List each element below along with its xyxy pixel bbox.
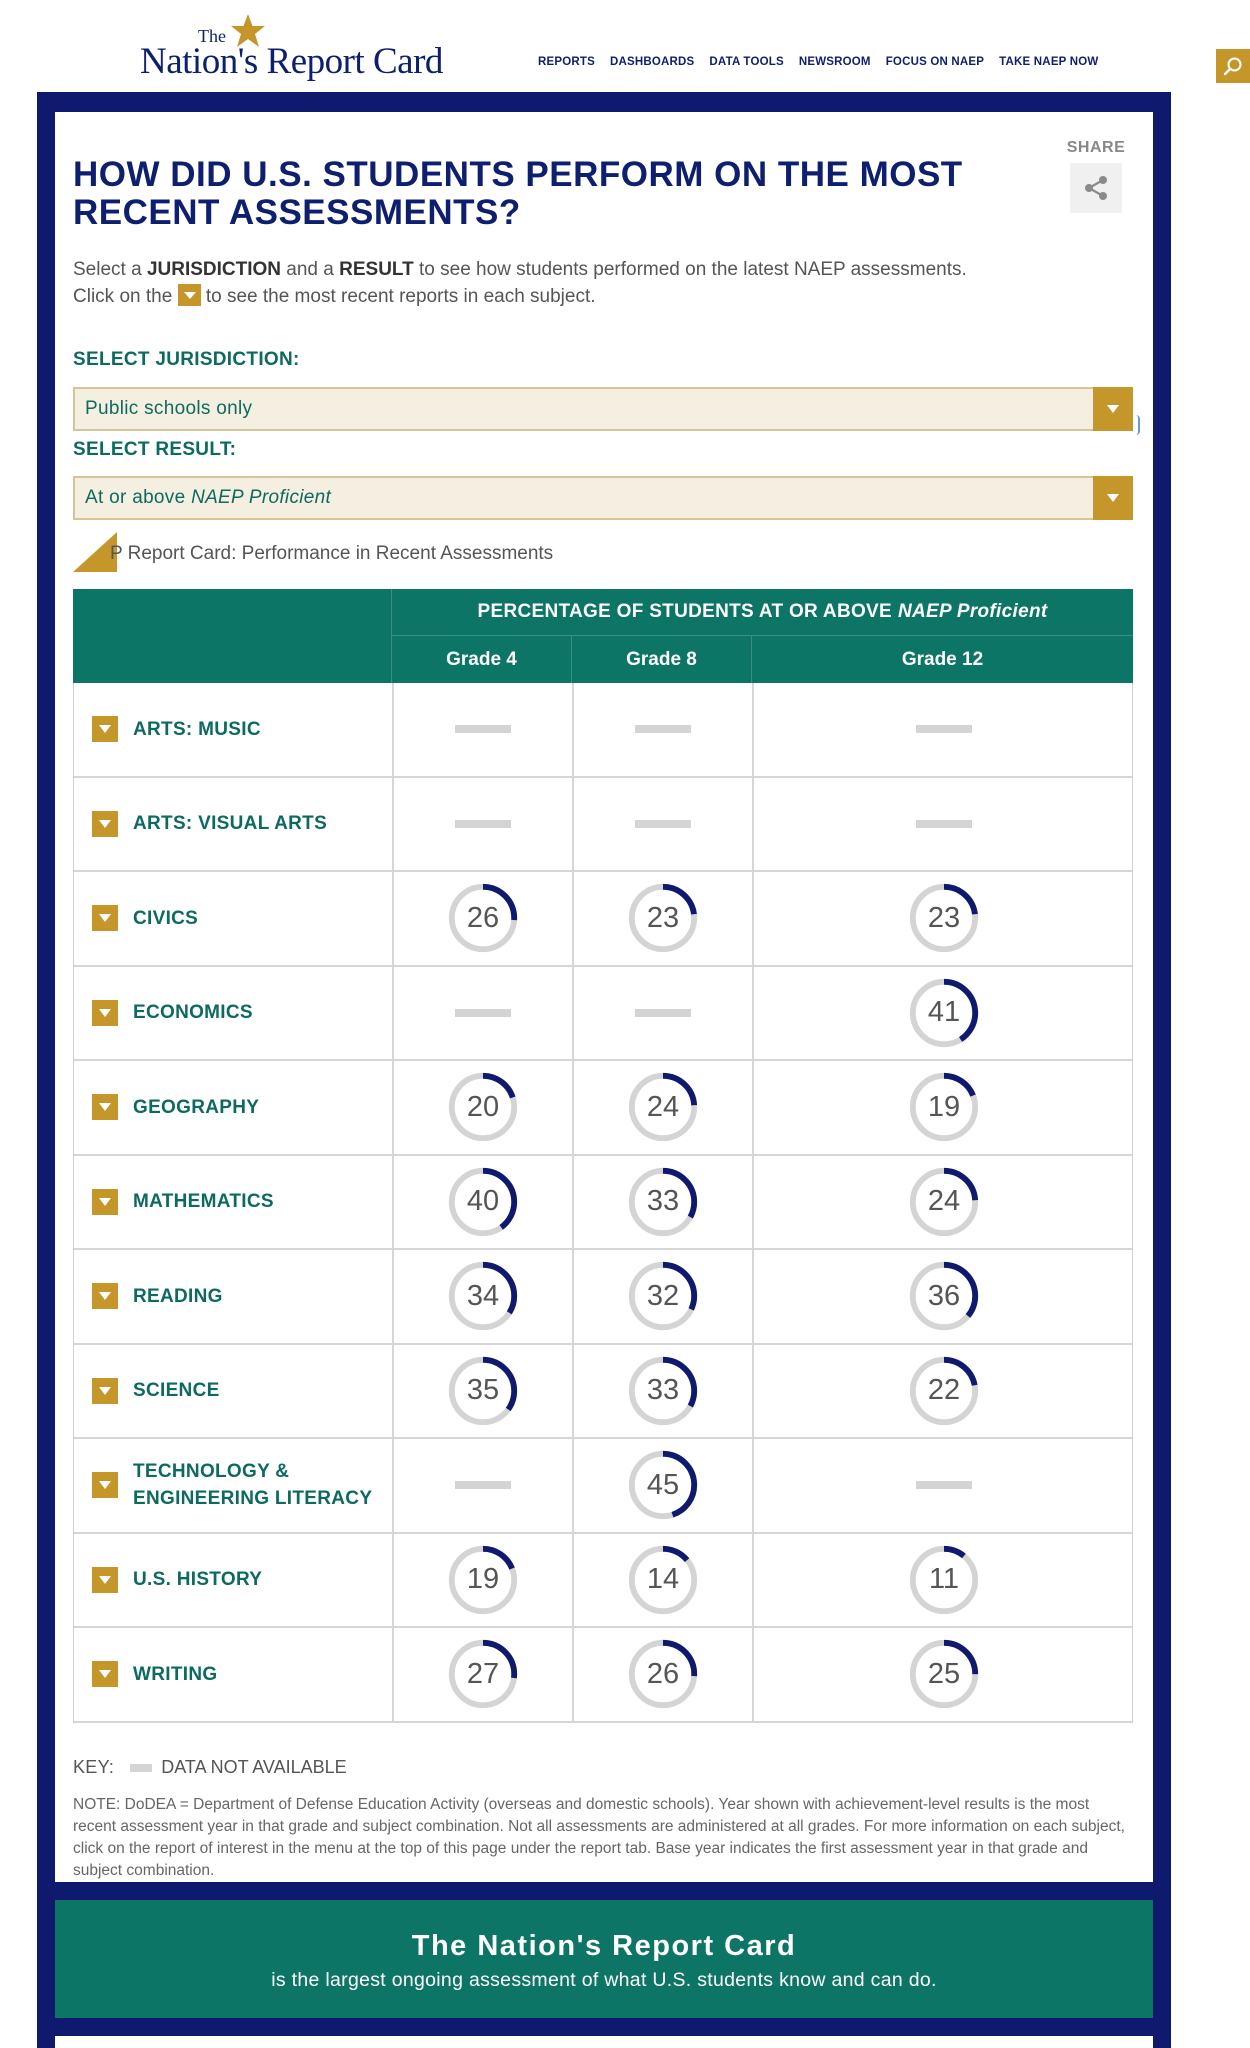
- page-title: HOW DID U.S. STUDENTS PERFORM ON THE MOST RECENT ASSESSMENTS?: [73, 155, 963, 232]
- percentage-value: 45: [646, 1468, 680, 1501]
- table-row: [74, 1628, 1132, 1723]
- data-not-available-dash: [635, 725, 691, 733]
- percentage-value: 33: [646, 1374, 680, 1407]
- percentage-donut: [624, 1446, 702, 1524]
- percentage-value: 34: [466, 1279, 500, 1312]
- intro-text-part: to see how students performed on the latest NAEP assessments.: [413, 259, 967, 280]
- cell-grade-4: [392, 967, 572, 1060]
- percentage-value: 24: [927, 1185, 961, 1218]
- subject-toggle[interactable]: [92, 1439, 372, 1532]
- percentage-value: 40: [466, 1185, 500, 1218]
- cell-grade-12: [752, 1439, 1134, 1532]
- cell-grade-8: [572, 1061, 752, 1154]
- header-grade-12: Grade 12: [751, 636, 1133, 683]
- caret-down-icon[interactable]: [92, 1283, 118, 1309]
- table-header: [73, 589, 1133, 683]
- percentage-value: 22: [927, 1374, 961, 1407]
- subject-toggle[interactable]: [92, 872, 198, 965]
- cell-grade-12: [752, 1628, 1134, 1721]
- table-row: [74, 1250, 1132, 1345]
- intro-text-part: and a: [281, 259, 340, 280]
- subject-name: GEOGRAPHY: [133, 1096, 260, 1118]
- not-available-swatch: [130, 1764, 152, 1772]
- logo-wordmark: Nation's Report Card: [140, 41, 443, 82]
- caret-down-icon[interactable]: [92, 905, 118, 931]
- table-row: [74, 967, 1132, 1062]
- cell-grade-12: [752, 1061, 1134, 1154]
- percentage-donut: [624, 1541, 702, 1619]
- subject-toggle[interactable]: [92, 1156, 274, 1249]
- percentage-donut: [905, 1352, 983, 1430]
- share-widget: [1066, 139, 1126, 213]
- subject-name: ECONOMICS: [133, 1002, 253, 1024]
- caret-down-icon[interactable]: [92, 1378, 118, 1404]
- subject-toggle[interactable]: [92, 778, 327, 871]
- percentage-donut: [444, 1635, 522, 1713]
- cell-grade-8: [572, 967, 752, 1060]
- percentage-value: 19: [927, 1090, 961, 1123]
- caret-down-icon[interactable]: [92, 1472, 118, 1498]
- footer-strip: [55, 2036, 1153, 2048]
- subject-toggle[interactable]: [92, 967, 253, 1060]
- table-row: [74, 1439, 1132, 1534]
- chevron-down-icon[interactable]: [1093, 476, 1133, 520]
- percentage-value: 11: [928, 1563, 960, 1596]
- percentage-donut: [905, 1257, 983, 1335]
- caret-down-icon[interactable]: [92, 1189, 118, 1215]
- subject-name: ARTS: MUSIC: [133, 718, 261, 740]
- nav-focus-on-naep[interactable]: FOCUS ON NAEP: [885, 56, 985, 68]
- jurisdiction-value: Public schools only: [85, 398, 253, 419]
- result-label: SELECT RESULT:: [73, 439, 237, 460]
- cell-grade-12: [752, 967, 1134, 1060]
- chevron-down-icon[interactable]: [1093, 387, 1133, 431]
- cell-grade-4: [392, 778, 572, 871]
- cell-grade-8: [572, 1156, 752, 1249]
- percentage-value: 27: [466, 1657, 500, 1690]
- content-frame: [37, 92, 1171, 2048]
- percentage-value: 32: [646, 1279, 680, 1312]
- caret-down-icon[interactable]: [92, 1000, 118, 1026]
- nav-take-naep-now[interactable]: TAKE NAEP NOW: [999, 56, 1099, 68]
- share-label: SHARE: [1066, 139, 1126, 156]
- caret-down-icon[interactable]: [92, 1094, 118, 1120]
- table-row: [74, 1061, 1132, 1156]
- subject-name: ARTS: VISUAL ARTS: [133, 813, 328, 835]
- cell-grade-4: [392, 872, 572, 965]
- table-note: NOTE: DoDEA = Department of Defense Education Activity (overseas and domestic schools). Year shown with achievement-level results is the most recent assessment year in that grade and subject combination. Not all assessments are administered at all grades. For more information on each subject, click on the report of interest in the menu at the top of this page under the report tab. Base year indicates the first assessment year in that grade and subject combination.: [73, 1796, 1125, 1879]
- cell-grade-12: [752, 872, 1134, 965]
- header-grade-8: Grade 8: [571, 636, 751, 683]
- cell-grade-12: [752, 1156, 1134, 1249]
- intro-jurisdiction: JURISDICTION: [146, 259, 282, 280]
- share-icon: [1081, 173, 1111, 203]
- subject-toggle[interactable]: [92, 1534, 262, 1627]
- site-header: [0, 0, 1250, 92]
- results-table: [73, 589, 1133, 1723]
- percentage-value: 25: [927, 1657, 961, 1690]
- assessment-panel: [55, 112, 1153, 1882]
- table-row: [74, 778, 1132, 873]
- percentage-donut: [624, 879, 702, 957]
- share-button[interactable]: [1070, 163, 1122, 213]
- percentage-value: 35: [466, 1374, 500, 1407]
- cell-grade-8: [572, 683, 752, 776]
- footer-title: The Nation's Report Card: [411, 1930, 797, 1962]
- table-key: [73, 1757, 347, 1778]
- percentage-donut: [444, 1163, 522, 1241]
- result-select[interactable]: [73, 476, 1133, 520]
- cell-grade-8: [572, 1345, 752, 1438]
- header-percentage: [391, 589, 1133, 636]
- caption-text: P Report Card: Performance in Recent Assessments: [110, 543, 554, 564]
- jurisdiction-label: SELECT JURISDICTION:: [73, 349, 300, 370]
- search-button[interactable]: [1216, 49, 1250, 83]
- caret-down-icon[interactable]: [92, 1567, 118, 1593]
- table-row: [74, 1345, 1132, 1440]
- cell-grade-8: [572, 778, 752, 871]
- result-value-italic: NAEP Proficient: [191, 487, 332, 508]
- cell-grade-4: [392, 1345, 572, 1438]
- data-not-available-dash: [916, 1481, 972, 1489]
- header-percentage-text: PERCENTAGE OF STUDENTS AT OR ABOVE: [477, 601, 892, 622]
- caret-down-icon: [178, 284, 201, 306]
- subject-toggle[interactable]: [92, 1345, 220, 1438]
- intro-text-part: Click on the: [73, 286, 178, 307]
- cell-grade-4: [392, 1156, 572, 1249]
- percentage-donut: [905, 1541, 983, 1619]
- header-grade-4: Grade 4: [391, 636, 571, 683]
- subject-toggle[interactable]: [92, 1250, 223, 1343]
- cell-grade-8: [572, 1534, 752, 1627]
- subject-name: TECHNOLOGY & ENGINEERING LITERACY: [133, 1461, 373, 1510]
- table-row: [74, 1156, 1132, 1251]
- logo-the: The: [198, 26, 226, 46]
- cell-grade-12: [752, 1534, 1134, 1627]
- cell-grade-4: [392, 1534, 572, 1627]
- subject-name: READING: [133, 1285, 223, 1307]
- percentage-value: 41: [927, 996, 961, 1029]
- percentage-donut: [444, 879, 522, 957]
- subject-toggle[interactable]: [92, 1061, 259, 1154]
- table-body: [73, 683, 1133, 1723]
- intro-result: RESULT: [339, 259, 414, 280]
- table-row: [74, 683, 1132, 778]
- footer-subtitle: is the largest ongoing assessment of what U.S. students know and can do.: [271, 1969, 937, 1991]
- cell-grade-4: [392, 1061, 572, 1154]
- percentage-donut: [624, 1635, 702, 1713]
- result-value: [85, 487, 331, 509]
- data-not-available-dash: [455, 1481, 511, 1489]
- percentage-donut: [624, 1163, 702, 1241]
- caret-down-icon[interactable]: [92, 716, 118, 742]
- percentage-donut: [444, 1352, 522, 1430]
- cell-grade-4: [392, 1628, 572, 1721]
- nav-reports[interactable]: REPORTS: [538, 56, 595, 68]
- jurisdiction-select[interactable]: [73, 387, 1133, 431]
- percentage-value: 19: [466, 1563, 500, 1596]
- intro-text-part: to see the most recent reports in each subject.: [200, 286, 596, 307]
- table-row: [74, 872, 1132, 967]
- percentage-donut: [905, 1163, 983, 1241]
- cell-grade-4: [392, 1250, 572, 1343]
- data-not-available-dash: [635, 820, 691, 828]
- percentage-value: 23: [927, 901, 961, 934]
- table-caption: [73, 532, 773, 572]
- search-icon: [1222, 55, 1244, 77]
- subject-name: CIVICS: [133, 907, 199, 929]
- cell-grade-8: [572, 1628, 752, 1721]
- nations-report-card-logo[interactable]: [140, 12, 450, 82]
- percentage-value: 20: [466, 1090, 500, 1123]
- scroll-edge-mark: [1136, 415, 1140, 435]
- result-value-prefix: At or above: [85, 487, 192, 508]
- percentage-donut: [444, 1541, 522, 1619]
- main-nav: [538, 56, 1098, 68]
- data-not-available-dash: [455, 1009, 511, 1017]
- data-not-available-dash: [916, 725, 972, 733]
- percentage-donut: [905, 879, 983, 957]
- percentage-value: 23: [646, 901, 680, 934]
- data-not-available-dash: [635, 1009, 691, 1017]
- subject-name: WRITING: [133, 1663, 218, 1685]
- subject-name: MATHEMATICS: [133, 1191, 274, 1213]
- percentage-donut: [905, 974, 983, 1052]
- percentage-value: 26: [466, 901, 500, 934]
- percentage-donut: [624, 1068, 702, 1146]
- percentage-value: 14: [646, 1563, 680, 1596]
- nav-data-tools[interactable]: DATA TOOLS: [709, 56, 784, 68]
- subject-name: U.S. HISTORY: [133, 1569, 263, 1591]
- footer-banner: [55, 1900, 1153, 2018]
- percentage-value: 36: [927, 1279, 961, 1312]
- key-label: KEY:: [73, 1757, 115, 1777]
- percentage-value: 26: [646, 1657, 680, 1690]
- cell-grade-8: [572, 872, 752, 965]
- header-percentage-italic: NAEP Proficient: [898, 601, 1048, 622]
- key-not-available: DATA NOT AVAILABLE: [161, 1757, 347, 1777]
- percentage-donut: [624, 1257, 702, 1335]
- percentage-value: 24: [646, 1090, 680, 1123]
- percentage-value: 33: [646, 1185, 680, 1218]
- caret-down-icon[interactable]: [92, 811, 118, 837]
- intro-text-part: Select a: [73, 259, 147, 280]
- subject-name: SCIENCE: [133, 1380, 220, 1402]
- percentage-donut: [444, 1257, 522, 1335]
- data-not-available-dash: [455, 725, 511, 733]
- cell-grade-12: [752, 683, 1134, 776]
- cell-grade-4: [392, 1439, 572, 1532]
- data-not-available-dash: [455, 820, 511, 828]
- intro-text: [73, 256, 1113, 310]
- cell-grade-8: [572, 1250, 752, 1343]
- percentage-donut: [905, 1635, 983, 1713]
- nav-dashboards[interactable]: DASHBOARDS: [610, 56, 695, 68]
- subject-toggle[interactable]: [92, 683, 261, 776]
- cell-grade-12: [752, 1345, 1134, 1438]
- cell-grade-12: [752, 1250, 1134, 1343]
- cell-grade-4: [392, 683, 572, 776]
- nav-newsroom[interactable]: NEWSROOM: [798, 56, 871, 68]
- data-not-available-dash: [916, 820, 972, 828]
- cell-grade-8: [572, 1439, 752, 1532]
- caret-down-icon[interactable]: [92, 1661, 118, 1687]
- percentage-donut: [444, 1068, 522, 1146]
- cell-grade-12: [752, 778, 1134, 871]
- table-row: [74, 1534, 1132, 1629]
- percentage-donut: [905, 1068, 983, 1146]
- percentage-donut: [624, 1352, 702, 1430]
- subject-toggle[interactable]: [92, 1628, 217, 1721]
